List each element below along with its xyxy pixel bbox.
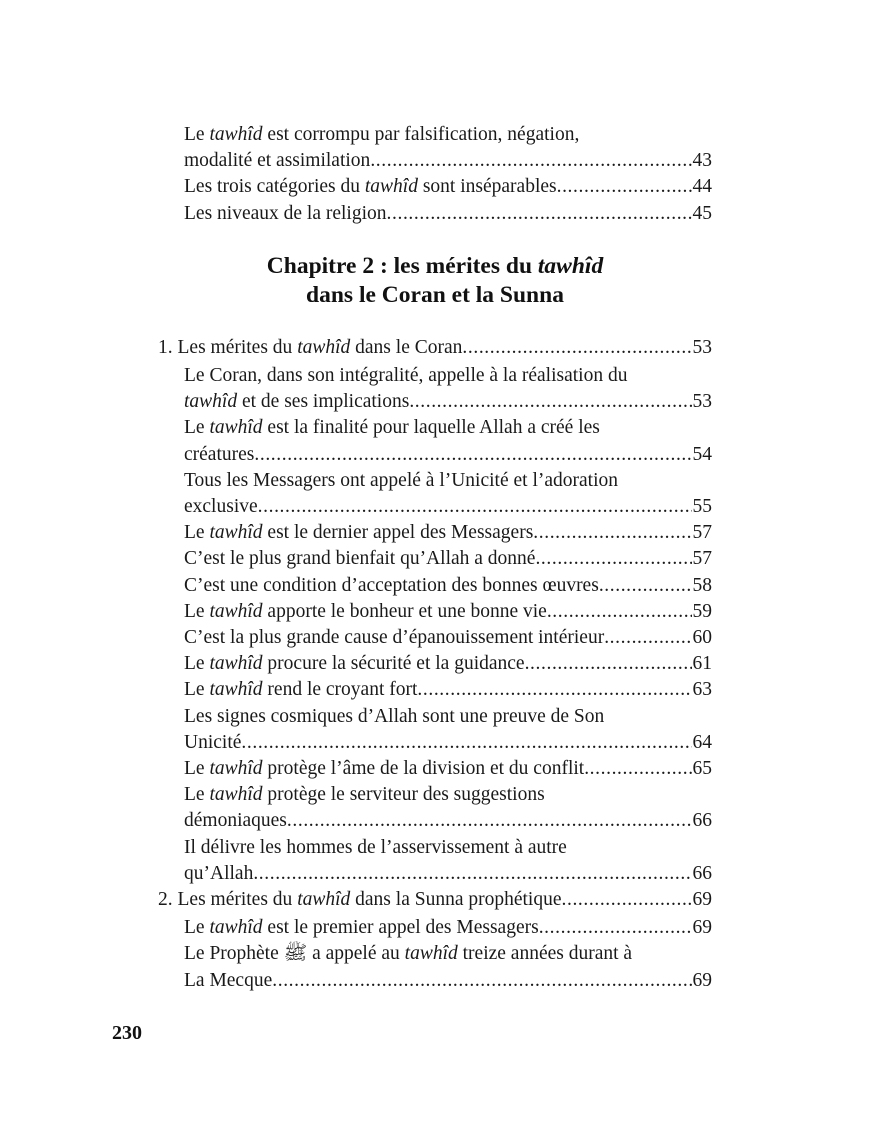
toc-entry: [158, 756, 712, 782]
toc-entry-line: Le tawhîd est le dernier appel des Messagers ..... 57: [184, 520, 712, 546]
page-ref: 66: [692, 810, 712, 832]
toc-entry: [158, 363, 712, 415]
leader-dots: [557, 174, 692, 200]
page-ref: 69: [692, 969, 712, 991]
page-ref: 61: [692, 653, 712, 675]
toc-entry: [158, 573, 712, 599]
toc-entry-line: Le tawhîd est le premier appel des Messagers ..... 69: [184, 915, 712, 941]
leader-dots: [539, 915, 692, 941]
toc-entry: [158, 941, 712, 993]
toc-entry-line: Le tawhîd est corrompu par falsification, négation,: [184, 124, 580, 145]
toc-entry-line: Il délivre les hommes de l’asservissement à autre: [184, 836, 567, 858]
toc-entry: [158, 122, 712, 174]
leader-dots: [599, 573, 692, 599]
page-ref: 44: [692, 176, 712, 198]
page-ref: 69: [692, 917, 712, 939]
leader-dots: [253, 861, 691, 887]
page-ref: 69: [692, 889, 712, 911]
page-ref: 60: [692, 627, 712, 649]
leader-dots: [272, 968, 691, 994]
page-ref: 53: [692, 391, 712, 413]
toc-entry-line: créatures ..... 54: [184, 442, 712, 468]
toc-entry-line: tawhîd et de ses implications ..... 53: [184, 389, 712, 415]
toc-entry-line: modalité et assimilation ..... 43: [184, 148, 712, 174]
leader-dots: [370, 148, 691, 174]
toc-entry-line: Les trois catégories du tawhîd sont inséparables ..... 44: [184, 174, 712, 200]
toc-entry: [158, 520, 712, 546]
page-ref: 53: [692, 336, 712, 358]
toc-entry: [158, 835, 712, 887]
leader-dots: [417, 677, 691, 703]
leader-dots: [254, 442, 691, 468]
page-ref: 57: [692, 522, 712, 544]
page-number: 230: [112, 1022, 142, 1044]
toc-entry-line: La Mecque ..... 69: [184, 968, 712, 994]
page-ref: 66: [692, 862, 712, 884]
toc-entry: [158, 677, 712, 703]
leader-dots: [462, 335, 691, 361]
section-2-entries: [158, 915, 712, 994]
toc-entry: [158, 201, 712, 227]
toc-entry: [158, 599, 712, 625]
leader-dots: [562, 887, 692, 913]
toc-entry-line: Le Coran, dans son intégralité, appelle à la réalisation du: [184, 365, 628, 387]
toc-entry: [158, 782, 712, 834]
leader-dots: [409, 389, 691, 415]
toc-entry-line: Le tawhîd rend le croyant fort ..... 63: [184, 677, 712, 703]
leader-dots: [547, 599, 692, 625]
toc-entry-line: Le tawhîd procure la sécurité et la guidance ..... 61: [184, 651, 712, 677]
table-of-contents: [158, 122, 712, 994]
toc-entry: [158, 546, 712, 572]
toc-entry-line: Le tawhîd protège le serviteur des suggestions: [184, 784, 545, 806]
page-ref: 59: [692, 600, 712, 622]
toc-entry-line: Tous les Messagers ont appelé à l’Unicité et l’adoration: [184, 469, 618, 491]
leader-dots: [604, 625, 691, 651]
leader-dots: [258, 494, 692, 520]
toc-entry: [158, 468, 712, 520]
toc-entry-line: C’est une condition d’acceptation des bonnes œuvres ..... 58: [184, 573, 712, 599]
toc-entry-line: 1. Les mérites du tawhîd dans le Coran ..... 53: [158, 335, 712, 361]
leader-dots: [535, 546, 691, 572]
toc-entry-line: C’est la plus grande cause d’épanouissement intérieur ..... 60: [184, 625, 712, 651]
leader-dots: [287, 808, 692, 834]
toc-entry-line: Unicité ..... 64: [184, 730, 712, 756]
page-ref: 57: [692, 548, 712, 570]
toc-entry: [158, 651, 712, 677]
toc-entry-line: exclusive ..... 55: [184, 494, 712, 520]
chapter-heading: Chapitre 2 : les mérites du tawhîd dans le Coran et la Sunna: [266, 252, 604, 308]
toc-entry: [158, 415, 712, 467]
page-ref: 64: [692, 731, 712, 753]
toc-entry-line: Le tawhîd protège l’âme de la division et du conflit ..... 65: [184, 756, 712, 782]
toc-entry: [158, 174, 712, 200]
page-ref: 54: [692, 443, 712, 465]
toc-entry-line: Les niveaux de la religion ..... 45: [184, 201, 712, 227]
toc-entry-line: démoniaques ..... 66: [184, 808, 712, 834]
toc-entry-line: qu’Allah ..... 66: [184, 861, 712, 887]
page-ref: 55: [692, 496, 712, 518]
page-ref: 43: [692, 150, 712, 172]
toc-entry: [158, 915, 712, 941]
leader-dots: [241, 730, 691, 756]
toc-section: [158, 887, 712, 913]
toc-entry-line: Le tawhîd apporte le bonheur et une bonne vie ..... 59: [184, 599, 712, 625]
leader-dots: [584, 756, 691, 782]
page-ref: 58: [692, 574, 712, 596]
toc-entry: [158, 625, 712, 651]
section-1-entries: [158, 363, 712, 887]
page-ref: 63: [692, 679, 712, 701]
toc-entry: [158, 704, 712, 756]
leader-dots: [533, 520, 691, 546]
toc-entry-line: 2. Les mérites du tawhîd dans la Sunna prophétique ..... 69: [158, 887, 712, 913]
leader-dots: [525, 651, 692, 677]
toc-section: [158, 335, 712, 361]
toc-entry-line: Les signes cosmiques d’Allah sont une preuve de Son: [184, 705, 605, 727]
toc-entry-line: C’est le plus grand bienfait qu’Allah a donné ..... 57: [184, 546, 712, 572]
leader-dots: [387, 201, 692, 227]
toc-entry-line: Le Prophète ﷺ a appelé au tawhîd treize années durant à: [184, 943, 633, 965]
page-ref: 65: [692, 758, 712, 780]
page-ref: 45: [692, 202, 712, 224]
toc-entry-line: Le tawhîd est la finalité pour laquelle Allah a créé les: [184, 417, 600, 439]
